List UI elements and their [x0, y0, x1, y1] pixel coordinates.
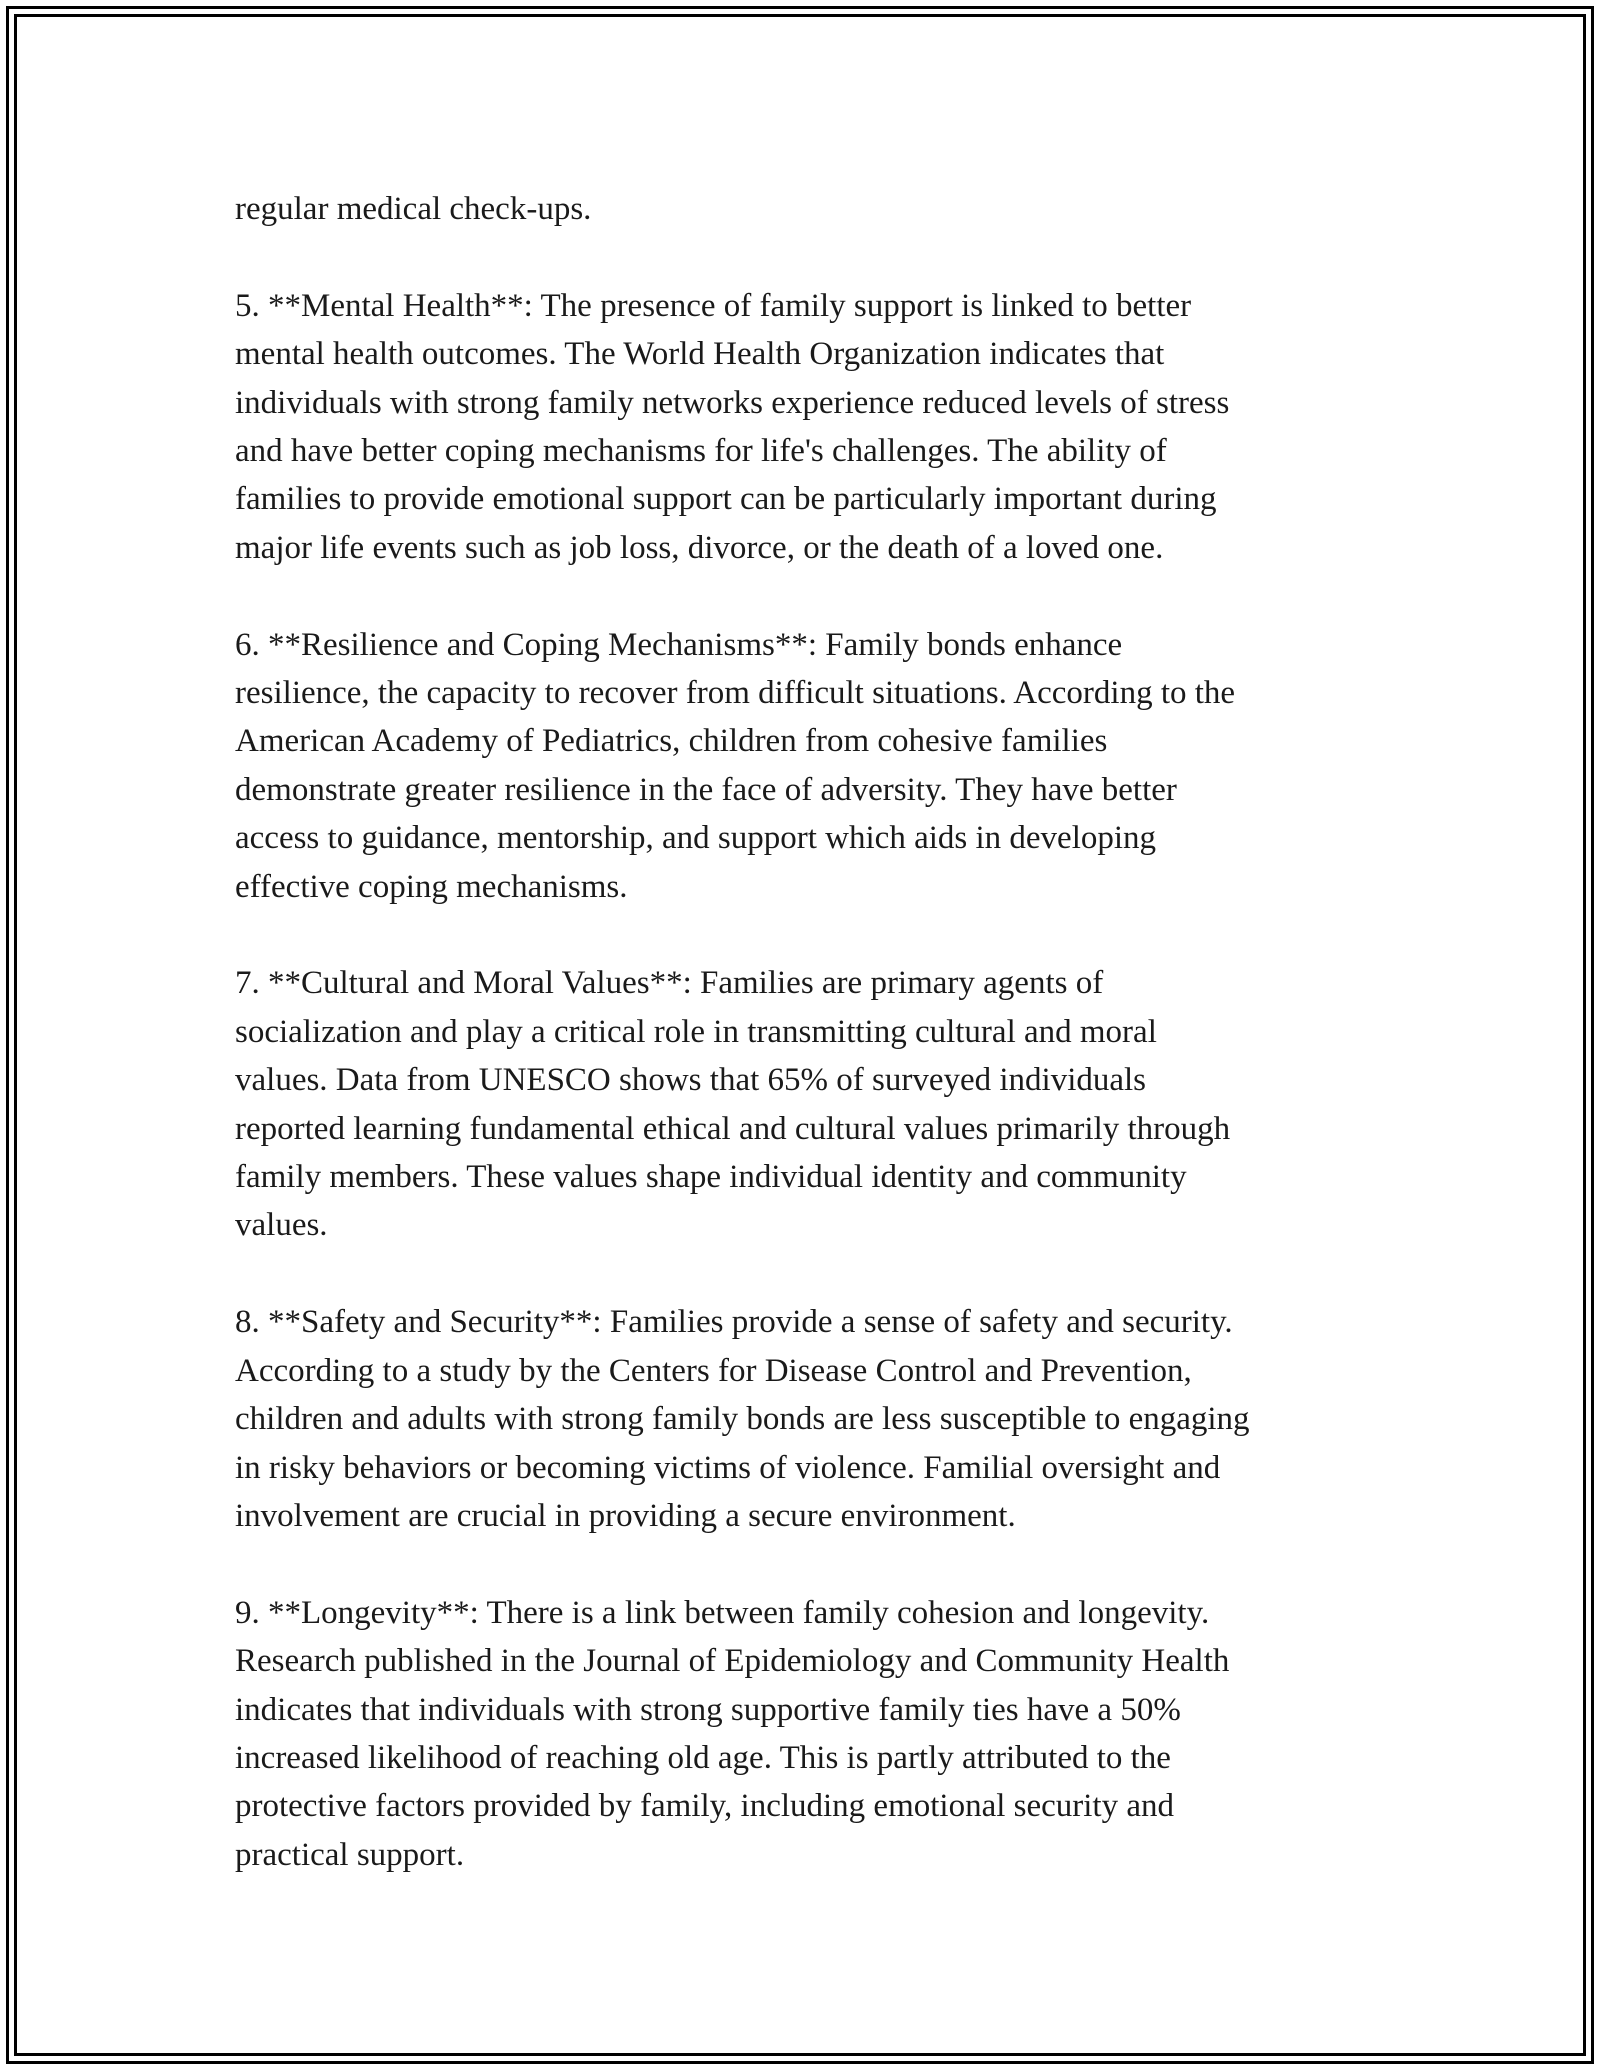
- text-line: mental health outcomes. The World Health Organization indicates that: [235, 336, 1165, 373]
- text-line: in risky behaviors or becoming victims of violence. Familial oversight and: [235, 1449, 1221, 1486]
- paragraph: [235, 621, 1385, 911]
- text-line: individuals with strong family networks experience reduced levels of stress: [235, 384, 1230, 421]
- text-line: American Academy of Pediatrics, children from cohesive families: [235, 723, 1108, 760]
- paragraph: [235, 185, 1385, 233]
- text-line: children and adults with strong family bonds are less susceptible to engaging: [235, 1401, 1250, 1438]
- text-line: indicates that individuals with strong supportive family ties have a 50%: [235, 1691, 1181, 1728]
- text-line: values.: [235, 1207, 328, 1244]
- text-line: socialization and play a critical role in transmitting cultural and moral: [235, 1013, 1157, 1050]
- text-line: 6. **Resilience and Coping Mechanisms**: Family bonds enhance: [235, 626, 1123, 663]
- text-line: increased likelihood of reaching old age. This is partly attributed to the: [235, 1739, 1171, 1776]
- text-line: 7. **Cultural and Moral Values**: Families are primary agents of: [235, 965, 1104, 1002]
- text-line: protective factors provided by family, including emotional security and: [235, 1788, 1175, 1825]
- text-line: 9. **Longevity**: There is a link between family cohesion and longevity.: [235, 1594, 1210, 1631]
- text-line: demonstrate greater resilience in the face of adversity. They have better: [235, 771, 1177, 808]
- text-line: effective coping mechanisms.: [235, 868, 628, 905]
- text-line: and have better coping mechanisms for life's challenges. The ability of: [235, 433, 1167, 470]
- text-line: practical support.: [235, 1836, 465, 1873]
- text-line: resilience, the capacity to recover from difficult situations. According to the: [235, 675, 1236, 712]
- text-line: involvement are crucial in providing a secure environment.: [235, 1497, 1016, 1534]
- paragraph: [235, 282, 1385, 572]
- text-line: access to guidance, mentorship, and support which aids in developing: [235, 820, 1157, 857]
- text-line: 5. **Mental Health**: The presence of family support is linked to better: [235, 287, 1192, 324]
- text-line: regular medical check-ups.: [235, 191, 592, 227]
- paragraph: [235, 959, 1385, 1249]
- document-body: [235, 185, 1385, 1928]
- text-line: reported learning fundamental ethical and cultural values primarily through: [235, 1110, 1231, 1147]
- paragraph: [235, 1298, 1385, 1540]
- text-line: According to a study by the Centers for Disease Control and Prevention,: [235, 1352, 1192, 1389]
- text-line: family members. These values shape individual identity and community: [235, 1159, 1187, 1196]
- paragraph: [235, 1589, 1385, 1879]
- text-line: major life events such as job loss, divorce, or the death of a loved one.: [235, 529, 1164, 566]
- text-line: values. Data from UNESCO shows that 65% of surveyed individuals: [235, 1062, 1147, 1099]
- text-line: Research published in the Journal of Epidemiology and Community Health: [235, 1643, 1230, 1680]
- text-line: families to provide emotional support can be particularly important during: [235, 481, 1217, 518]
- text-line: 8. **Safety and Security**: Families provide a sense of safety and security.: [235, 1304, 1233, 1341]
